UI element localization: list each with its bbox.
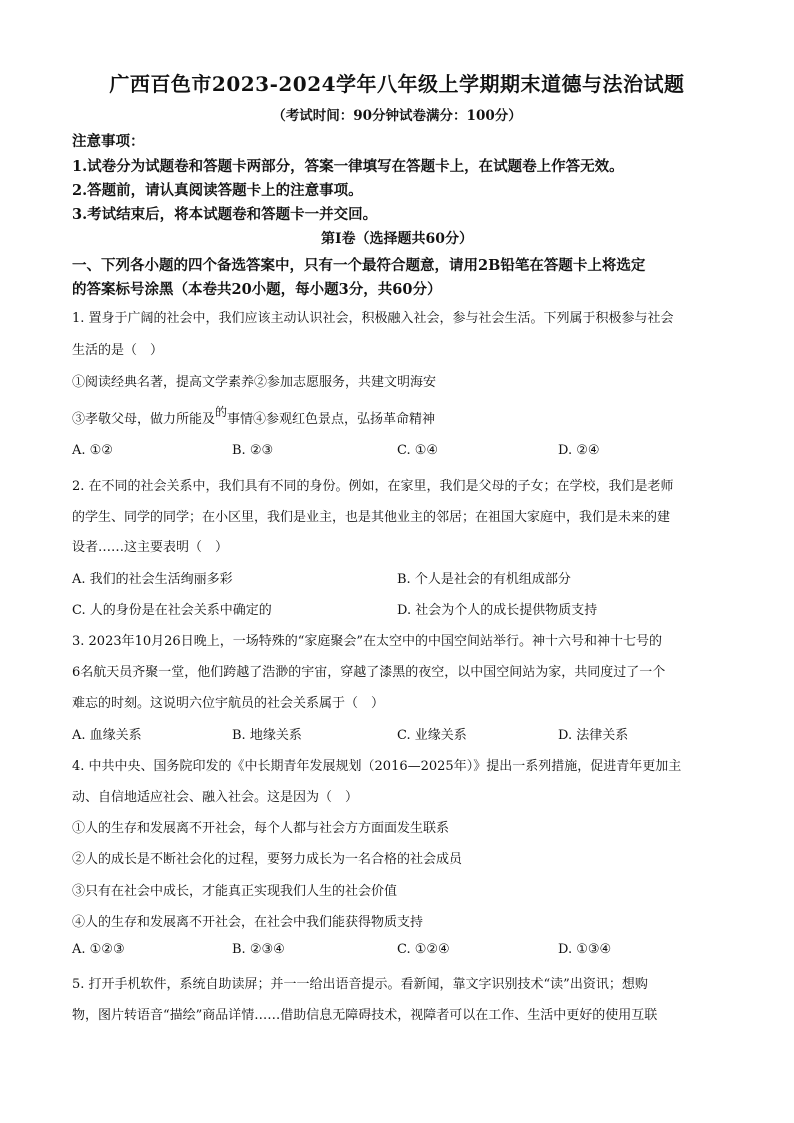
section-instruction: 一、下列各小题的四个备选答案中，只有一个最符合题意，请用2B铅笔在答题卡上将选定 bbox=[72, 257, 646, 274]
question-4-text: 4. 中共中央、国务院印发的《中长期青年发展规划（2016—2025年）》提出一系列措施，促进青年更加主 bbox=[72, 759, 682, 774]
notice-item: 2.答题前，请认真阅读答题卡上的注意事项。 bbox=[72, 182, 363, 199]
option-b[interactable]: B. ②③④ bbox=[232, 942, 285, 957]
page-title: 广西百色市2023-2024学年八年级上学期期末道德与法治试题 bbox=[109, 72, 685, 96]
section-title: 第Ⅰ卷（选择题共60分） bbox=[320, 231, 474, 247]
notice-heading: 注意事项： bbox=[72, 133, 145, 150]
question-4-statement: ③只有在社会中成长，才能真正实现我们人生的社会价值 bbox=[72, 884, 398, 899]
question-1-statement bbox=[72, 405, 436, 427]
option-d[interactable]: D. 法律关系 bbox=[558, 728, 629, 743]
question-1-text: 1. 置身于广阔的社会中，我们应该主动认识社会，积极融入社会，参与社会生活。下列属于积极参与社会 bbox=[72, 311, 674, 326]
question-4-statement: ④人的生存和发展离不开社会，在社会中我们能获得物质支持 bbox=[72, 915, 424, 930]
question-2-text: 设者……这主要表明（ ） bbox=[72, 540, 229, 555]
statement-part: ③孝敬父母，做力所能及 bbox=[72, 412, 216, 427]
question-4-statement: ①人的生存和发展离不开社会，每个人都与社会方方面面发生联系 bbox=[72, 821, 450, 836]
notice-item: 3.考试结束后，将本试题卷和答题卡一并交回。 bbox=[72, 206, 378, 223]
question-1-text: 生活的是（ ） bbox=[72, 343, 164, 358]
option-c[interactable]: C. ①④ bbox=[397, 443, 439, 458]
question-2-text: 2. 在不同的社会关系中，我们具有不同的身份。例如，在家里，我们是父母的子女；在学校，我们是老师 bbox=[72, 479, 674, 494]
question-4-text: 动、自信地适应社会、融入社会。这是因为（ ） bbox=[72, 790, 359, 805]
option-a[interactable]: A. 血缘关系 bbox=[72, 728, 142, 743]
option-d[interactable]: D. ①③④ bbox=[558, 942, 612, 957]
question-3-text: 难忘的时刻。这说明六位宇航员的社会关系属于（ ） bbox=[72, 696, 385, 711]
option-a[interactable]: A. ①② bbox=[72, 443, 113, 458]
section-instruction: 的答案标号涂黑（本卷共20小题，每小题3分，共60分） bbox=[72, 281, 442, 298]
question-5-text: 5. 打开手机软件，系统自助读屏；并一一给出语音提示。看新闻，靠文字识别技术“读”出资讯；想购 bbox=[72, 977, 648, 992]
question-3-text: 3. 2023年10月26日晚上，一场特殊的“家庭聚会”在太空中的中国空间站举行。神十六号和神十七号的 bbox=[72, 634, 662, 649]
notice-item: 1.试卷分为试题卷和答题卡两部分，答案一律填写在答题卡上，在试题卷上作答无效。 bbox=[72, 158, 624, 175]
statement-superscript: 的 bbox=[215, 405, 228, 419]
option-b[interactable]: B. 地缘关系 bbox=[232, 728, 302, 743]
question-2-text: 的学生、同学的同学；在小区里，我们是业主，也是其他业主的邻居；在祖国大家庭中，我们是未来的建 bbox=[72, 510, 671, 525]
question-3-text: 6名航天员齐聚一堂，他们跨越了浩渺的宇宙，穿越了漆黑的夜空，以中国空间站为家，共同度过了一个 bbox=[72, 665, 666, 680]
option-c[interactable]: C. 人的身份是在社会关系中确定的 bbox=[72, 603, 272, 618]
option-b[interactable]: B. ②③ bbox=[232, 443, 274, 458]
option-a[interactable]: A. 我们的社会生活绚丽多彩 bbox=[72, 572, 233, 587]
option-a[interactable]: A. ①②③ bbox=[72, 942, 125, 957]
option-d[interactable]: D. ②④ bbox=[558, 443, 600, 458]
option-d[interactable]: D. 社会为个人的成长提供物质支持 bbox=[397, 603, 598, 618]
option-c[interactable]: C. 业缘关系 bbox=[397, 728, 467, 743]
exam-info: （考试时间：90分钟试卷满分：100分） bbox=[272, 108, 522, 124]
question-1-statement: ①阅读经典名著，提高文学素养②参加志愿服务，共建文明海安 bbox=[72, 375, 437, 390]
question-5-text: 物，图片转语音“描绘”商品详情……借助信息无障碍技术，视障者可以在工作、生活中更好的使用互联 bbox=[72, 1008, 658, 1023]
option-b[interactable]: B. 个人是社会的有机组成部分 bbox=[397, 572, 571, 587]
question-4-statement: ②人的成长是不断社会化的过程，要努力成长为一名合格的社会成员 bbox=[72, 852, 463, 867]
statement-part: 事情④参观红色景点，弘扬革命精神 bbox=[227, 412, 436, 427]
option-c[interactable]: C. ①②④ bbox=[397, 942, 450, 957]
